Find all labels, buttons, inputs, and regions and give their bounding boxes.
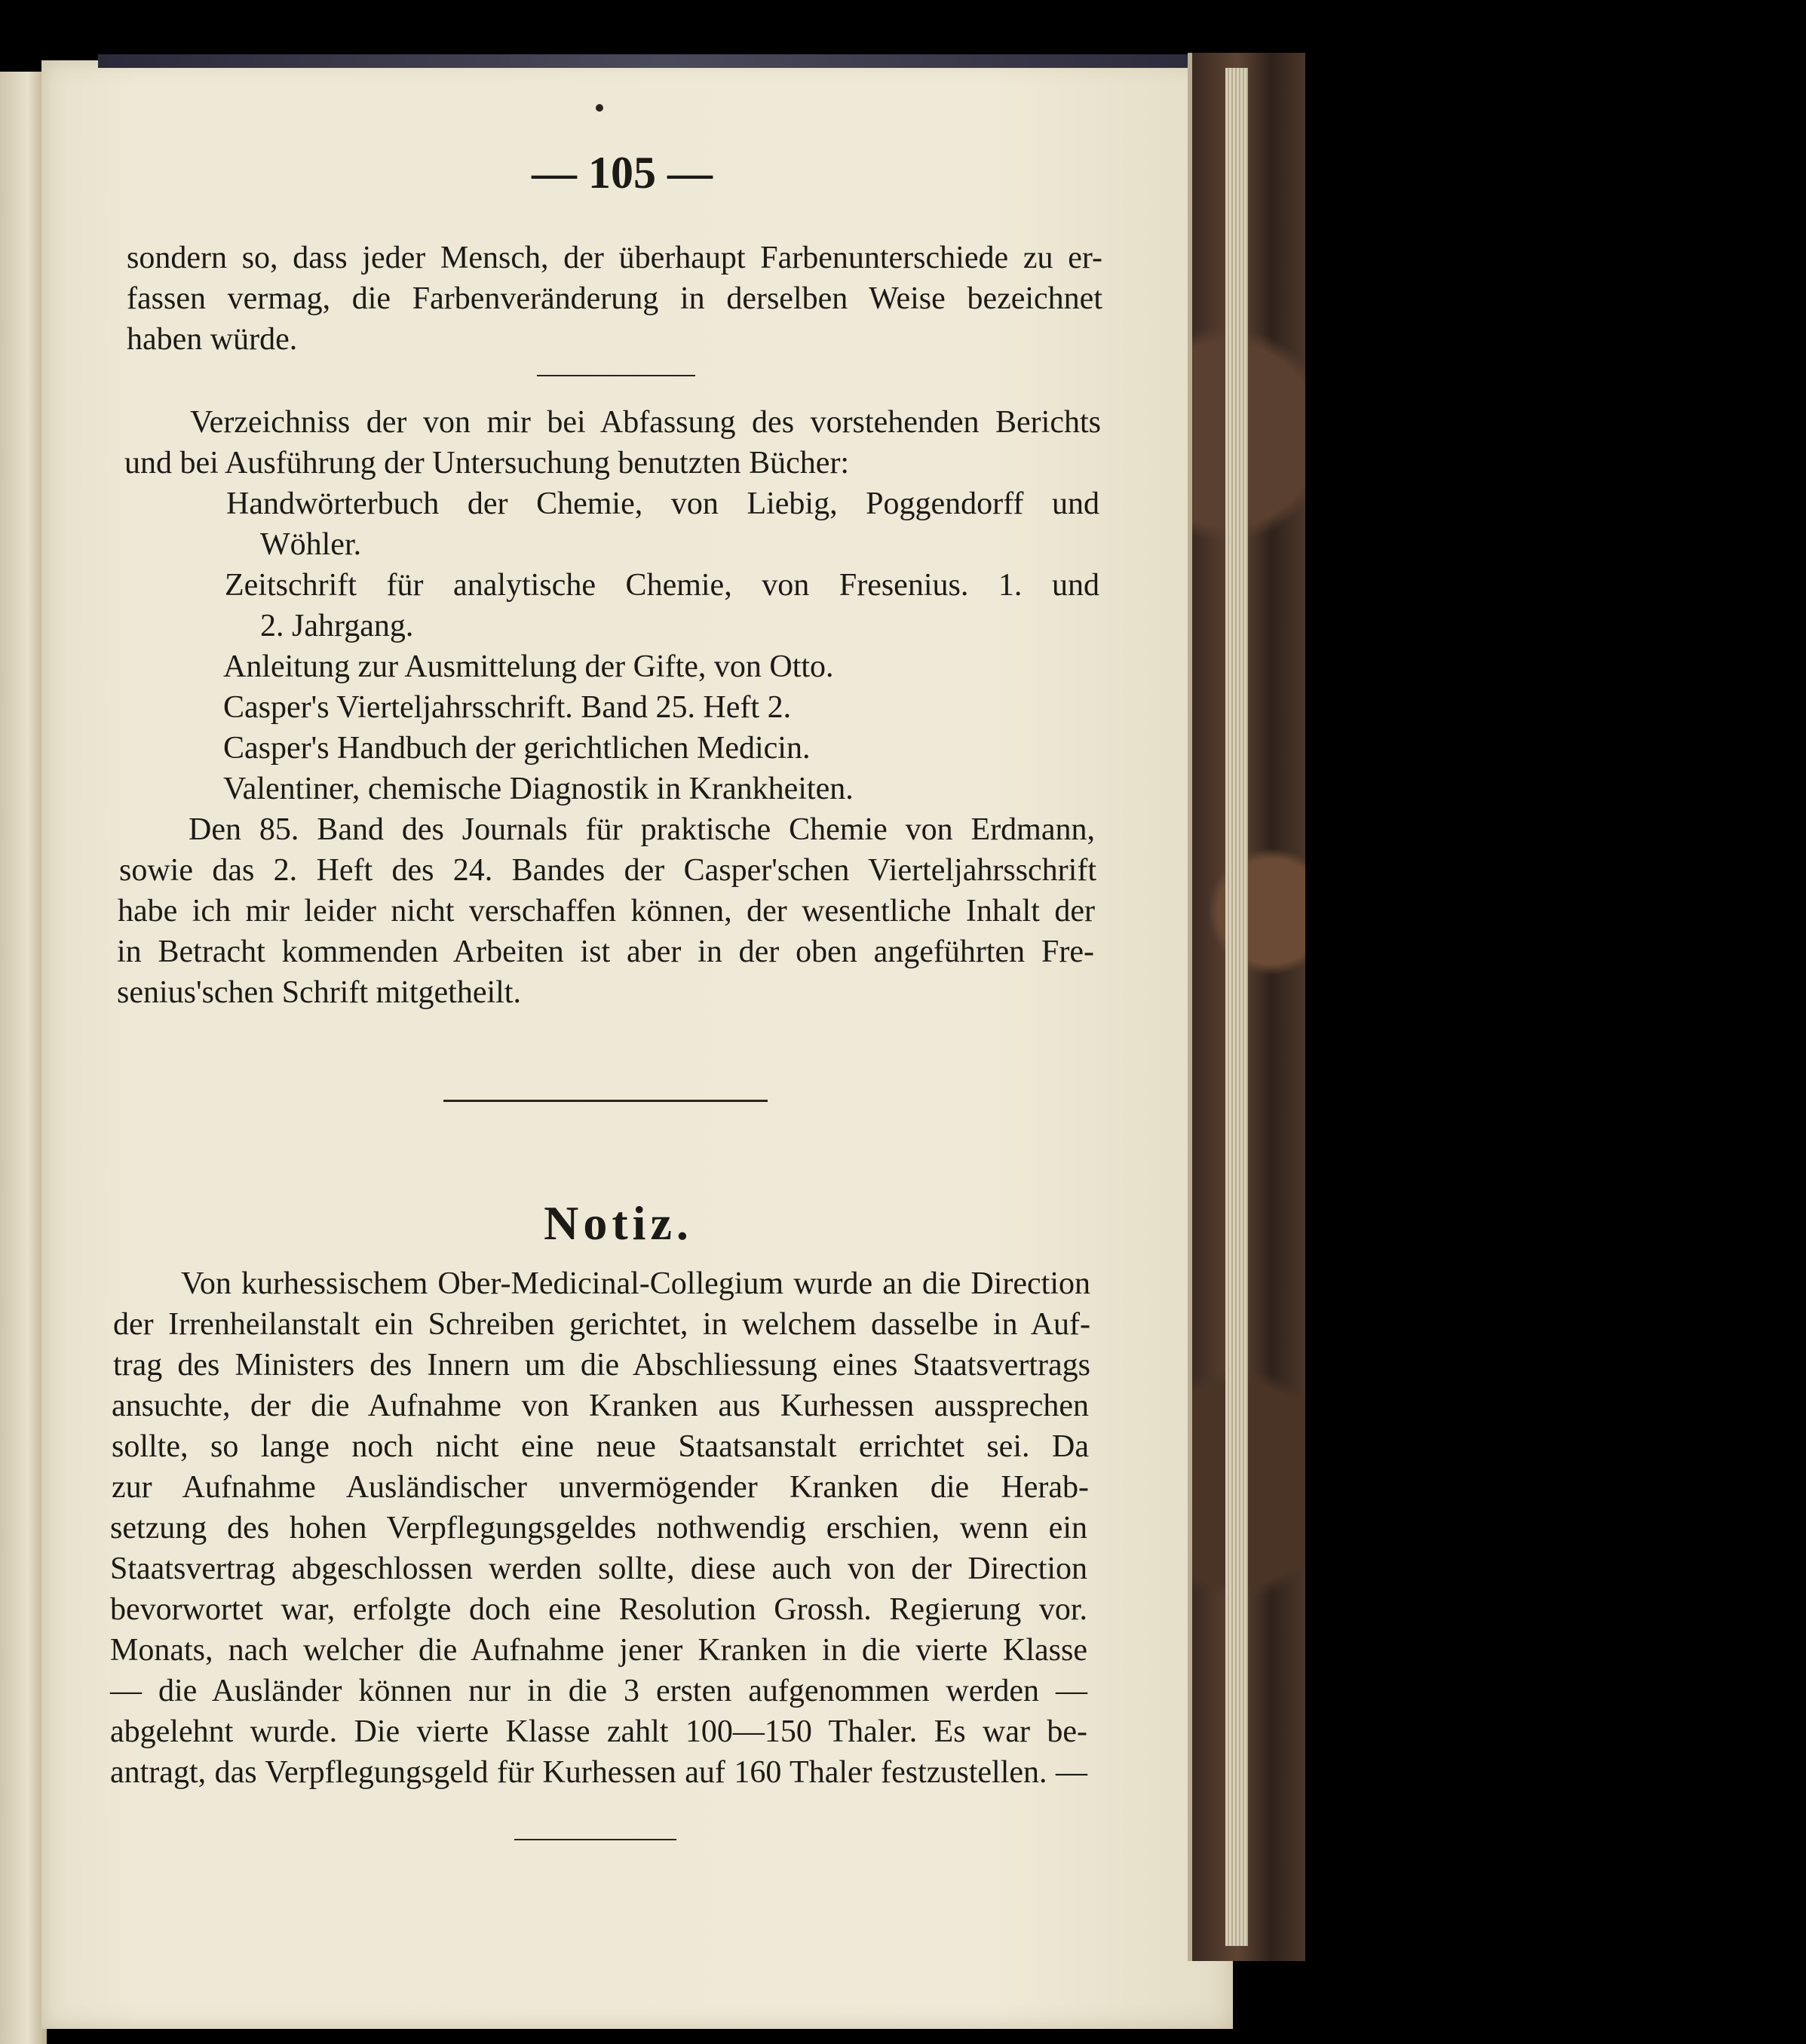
text-line: sowie das 2. Heft des 24. Bandes der Casper'schen Vierteljahrsschrift — [119, 853, 1096, 888]
text-line: Von kurhessischem Ober-Medicinal-Collegium wurde an die Direction — [181, 1266, 1090, 1301]
text-line: in Betracht kommenden Arbeiten ist aber in der oben angeführten Fre- — [117, 935, 1094, 969]
page-number: — 105 — — [532, 148, 713, 198]
section-rule — [443, 1100, 768, 1102]
list-item: Casper's Handbuch der gerichtlichen Medicin. — [223, 731, 811, 766]
list-item: 2. Jahrgang. — [260, 609, 414, 643]
text-line: fassen vermag, die Farbenveränderung in derselben Weise bezeichnet — [127, 281, 1102, 316]
text-line: antragt, das Verpflegungsgeld für Kurhessen auf 160 Thaler festzustellen. — — [110, 1755, 1087, 1790]
text-line: — die Ausländer können nur in die 3 ersten aufgenommen werden — — [110, 1674, 1087, 1708]
text-line: trag des Ministers des Innern um die Abschliessung eines Staatsvertrags — [113, 1348, 1090, 1383]
section-rule — [514, 1839, 676, 1840]
text-line: Monats, nach welcher die Aufnahme jener Kranken in die vierte Klasse — [110, 1633, 1087, 1668]
page-top-edge — [98, 54, 1229, 68]
list-item: Handwörterbuch der Chemie, von Liebig, Poggendorff und — [226, 486, 1099, 521]
text-line: haben würde. — [127, 322, 298, 357]
text-line: Verzeichniss der von mir bei Abfassung des vorstehenden Berichts — [190, 405, 1101, 440]
section-rule — [537, 375, 695, 376]
text-line: zur Aufnahme Ausländischer unvermögender Kranken die Herab- — [112, 1470, 1089, 1505]
text-line: bevorwortet war, erfolgte doch eine Resolution Grossh. Regierung vor. — [110, 1592, 1087, 1627]
list-item: Casper's Vierteljahrsschrift. Band 25. Heft 2. — [223, 690, 792, 725]
text-line: Den 85. Band des Journals für praktische Chemie von Erdmann, — [189, 812, 1095, 847]
text-line: Staatsvertrag abgeschlossen werden sollte, diese auch von der Direction — [110, 1551, 1087, 1586]
text-line: abgelehnt wurde. Die vierte Klasse zahlt 100—150 Thaler. Es war be- — [110, 1714, 1087, 1749]
list-item: Zeitschrift für analytische Chemie, von Fresenius. 1. und — [225, 568, 1099, 603]
section-heading: Notiz. — [544, 1196, 693, 1250]
text-line: ansuchte, der die Aufnahme von Kranken aus Kurhessen aussprechen — [112, 1389, 1089, 1423]
list-item: Valentiner, chemische Diagnostik in Krankheiten. — [223, 772, 854, 806]
ink-dot — [596, 104, 603, 112]
text-line: habe ich mir leider nicht verschaffen können, der wesentliche Inhalt der — [118, 894, 1095, 928]
previous-page-edge — [0, 72, 47, 2044]
text-line: und bei Ausführung der Untersuchung benutzten Bücher: — [124, 446, 850, 480]
text-line: sollte, so lange noch nicht eine neue Staatsanstalt errichtet sei. Da — [112, 1429, 1089, 1464]
page-stack-edge — [1225, 68, 1248, 1946]
text-line: sondern so, dass jeder Mensch, der überhaupt Farbenunterschiede zu er- — [127, 241, 1102, 275]
text-line: der Irrenheilanstalt ein Schreiben gerichtet, in welchem dasselbe in Auf- — [113, 1307, 1090, 1342]
text-line: senius'schen Schrift mitgetheilt. — [117, 975, 521, 1010]
list-item: Wöhler. — [260, 527, 362, 562]
text-line: setzung des hohen Verpflegungsgeldes nothwendig erschien, wenn ein — [110, 1511, 1087, 1545]
list-item: Anleitung zur Ausmittelung der Gifte, von Otto. — [223, 649, 834, 684]
